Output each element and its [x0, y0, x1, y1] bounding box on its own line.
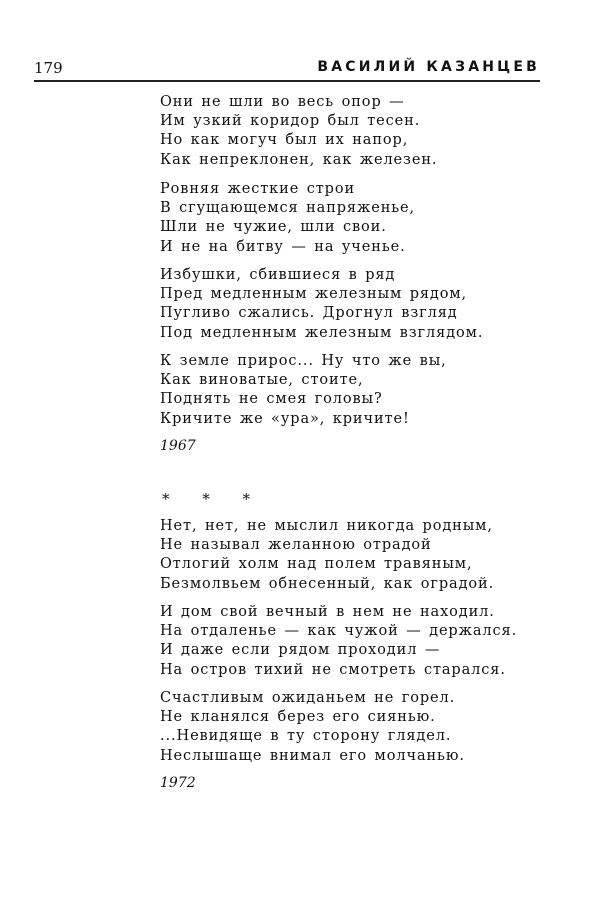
header-rule [34, 80, 540, 82]
poem1-stanza [160, 93, 437, 170]
verse-line: И даже если рядом проходил — [160, 642, 441, 659]
verse-line: К земле прирос... Ну что же вы, [160, 353, 447, 369]
verse-line: Под медленным железным взглядом. [160, 324, 484, 341]
poem-year: 1967 [160, 438, 196, 454]
verse-line: И не на битву — на ученье. [160, 238, 406, 255]
verse-line: Кричите же «ура», кричите! [160, 410, 410, 427]
verse-line: Шли не чужие, шли свои. [160, 219, 387, 236]
poem1-stanza [160, 352, 447, 429]
section-separator: * * * [162, 490, 265, 508]
verse-line: И дом свой вечный в нем не находил. [160, 604, 495, 620]
verse-line: ...Невидяще в ту сторону глядел. [160, 728, 452, 745]
poem2-stanza [160, 689, 465, 766]
verse-line: Поднять не смея головы? [160, 391, 383, 408]
poem1-stanza [160, 180, 415, 257]
verse-line: На отдаленье — как чужой — держался. [160, 623, 518, 640]
verse-line: Пугливо сжались. Дрогнул взгляд [160, 305, 458, 322]
verse-line: Нет, нет, не мыслил никогда родным, [160, 518, 493, 534]
verse-line: В сгущающемся напряженье, [160, 200, 416, 217]
verse-line: Избушки, сбившиеся в ряд [160, 267, 396, 283]
verse-line: Безмолвьем обнесенный, как оградой. [160, 575, 495, 592]
verse-line: Неслышаще внимал его молчанью. [160, 747, 465, 764]
verse-line: Ровняя жесткие строи [160, 181, 356, 197]
page-number: 179 [34, 59, 63, 77]
verse-line: Не кланялся берез его сиянью. [160, 709, 436, 726]
verse-line: Они не шли во весь опор — [160, 94, 405, 110]
verse-line: Как виноватые, стоите, [160, 372, 364, 389]
verse-line: Отлогий холм над полем травяным, [160, 556, 473, 573]
poem1-stanza [160, 266, 483, 343]
poem2-stanza [160, 517, 494, 594]
verse-line: Пред медленным железным рядом, [160, 286, 468, 303]
running-header: ВАСИЛИЙ КАЗАНЦЕВ [317, 59, 540, 75]
verse-line: Им узкий коридор был тесен. [160, 113, 421, 130]
verse-line: Как непреклонен, как железен. [160, 151, 438, 168]
verse-line: Но как могуч был их напор, [160, 132, 409, 149]
poem-year: 1972 [160, 775, 196, 791]
verse-line: Счастливым ожиданьем не горел. [160, 690, 456, 706]
poem2-stanza [160, 603, 517, 680]
verse-line: Не называл желанною отрадой [160, 537, 432, 554]
verse-line: На остров тихий не смотреть старался. [160, 661, 506, 678]
